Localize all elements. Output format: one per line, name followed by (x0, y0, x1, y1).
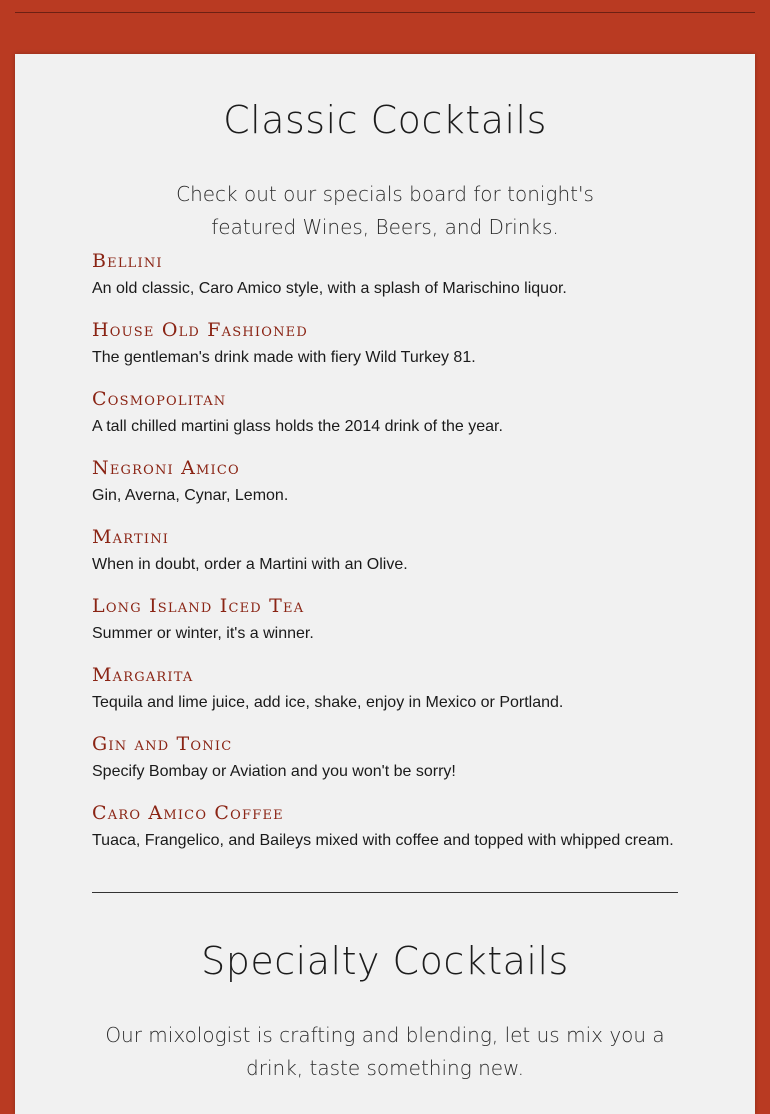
drink-item-margarita (92, 664, 692, 733)
drink-name: Cosmopolitan (92, 388, 227, 410)
drink-name: Bellini (92, 250, 163, 272)
section-divider (92, 892, 678, 893)
drink-description: The gentleman's drink made with fiery Wild Turkey 81. (92, 349, 476, 366)
drink-description: Gin, Averna, Cynar, Lemon. (92, 487, 289, 504)
drink-description: A tall chilled martini glass holds the 2014 drink of the year. (92, 418, 503, 435)
drink-item-martini (92, 526, 692, 595)
classic-cocktail-list (92, 250, 692, 871)
specialty-cocktails-title: Specialty Cocktails (201, 939, 569, 983)
drink-description: Specify Bombay or Aviation and you won't be sorry! (92, 763, 456, 780)
drink-name: Negroni Amico (92, 457, 240, 479)
drink-item-bellini (92, 250, 692, 319)
drink-name: Caro Amico Coffee (92, 802, 284, 824)
drink-item-gin-and-tonic (92, 733, 692, 802)
drink-name: House Old Fashioned (92, 319, 308, 341)
drink-description: Tuaca, Frangelico, and Baileys mixed with coffee and topped with whipped cream. (92, 832, 674, 849)
drink-item-negroni-amico (92, 457, 692, 526)
drink-name: Margarita (92, 664, 194, 686)
drink-name: Gin and Tonic (92, 733, 233, 755)
specialty-cocktails-subtitle: Our mixologist is crafting and blending, let us mix you a drink, taste something new. (105, 1023, 665, 1080)
drink-name: Martini (92, 526, 170, 548)
drink-description: Tequila and lime juice, add ice, shake, enjoy in Mexico or Portland. (92, 694, 564, 711)
classic-cocktails-subtitle: Check out our specials board for tonight's featured Wines, Beers, and Drinks. (176, 182, 594, 239)
drink-description: An old classic, Caro Amico style, with a splash of Marischino liquor. (92, 280, 567, 297)
drink-description: When in doubt, order a Martini with an Olive. (92, 556, 408, 573)
classic-cocktails-title: Classic Cocktails (223, 98, 547, 142)
drink-description: Summer or winter, it's a winner. (92, 625, 314, 642)
drink-item-caro-amico-coffee (92, 802, 692, 871)
drink-name: Long Island Iced Tea (92, 595, 305, 617)
top-divider (15, 12, 755, 13)
drink-item-long-island-iced-tea (92, 595, 692, 664)
menu-card (15, 54, 755, 1114)
drink-item-house-old-fashioned (92, 319, 692, 388)
drink-item-cosmopolitan (92, 388, 692, 457)
